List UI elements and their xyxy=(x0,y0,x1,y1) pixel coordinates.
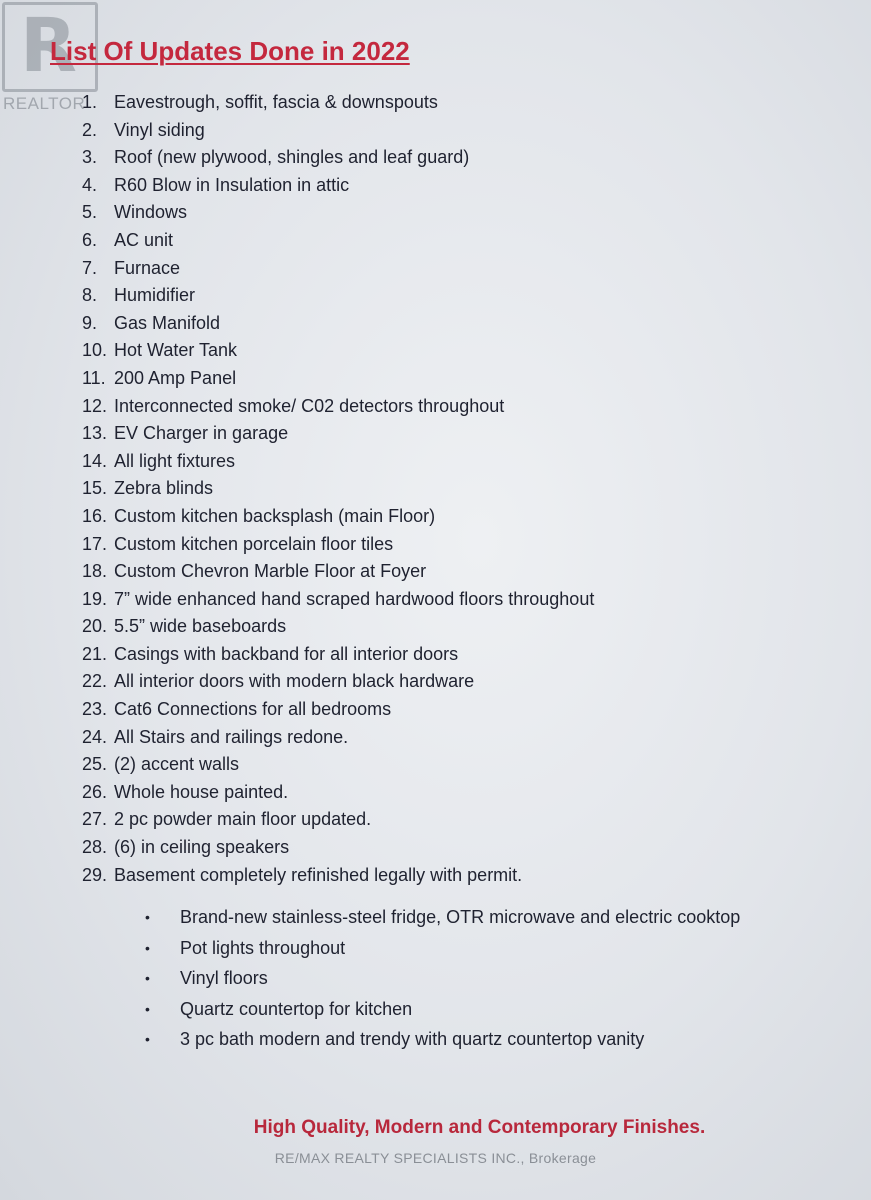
update-number: 23. xyxy=(82,699,108,720)
update-item xyxy=(82,862,594,890)
update-item xyxy=(82,806,594,834)
basement-item xyxy=(145,1024,740,1055)
update-item xyxy=(82,144,594,172)
update-item xyxy=(82,365,594,393)
update-number: 25. xyxy=(82,754,108,775)
finishes-tagline: High Quality, Modern and Contemporary Finishes. xyxy=(253,1117,706,1138)
update-text: AC unit xyxy=(114,229,174,250)
update-text: (6) in ceiling speakers xyxy=(114,837,290,858)
update-number: 20. xyxy=(82,616,108,637)
update-text: Zebra blinds xyxy=(114,478,214,499)
update-item xyxy=(82,531,594,559)
update-number: 27. xyxy=(82,809,108,830)
update-text: Eavestrough, soffit, fascia & downspouts xyxy=(114,92,438,112)
update-item xyxy=(82,448,594,476)
update-text: Custom kitchen porcelain floor tiles xyxy=(114,533,394,554)
update-item xyxy=(82,779,594,807)
update-item xyxy=(82,834,594,862)
update-item xyxy=(82,199,594,227)
basement-item-text: Quartz countertop for kitchen xyxy=(180,998,413,1019)
update-text: Interconnected smoke/ C02 detectors throughout xyxy=(114,395,505,416)
update-item xyxy=(82,227,594,255)
update-item xyxy=(82,393,594,421)
update-item xyxy=(82,558,594,586)
update-text: Custom kitchen backsplash (main Floor) xyxy=(114,505,436,526)
update-text: R60 Blow in Insulation in attic xyxy=(114,174,350,195)
update-text: 200 Amp Panel xyxy=(114,367,237,388)
update-number: 22. xyxy=(82,671,108,692)
update-text: Humidifier xyxy=(114,285,196,306)
bullet-icon: • xyxy=(145,1000,150,1017)
basement-item xyxy=(145,933,740,964)
update-number: 15. xyxy=(82,478,108,499)
update-number: 2. xyxy=(82,119,98,140)
update-item xyxy=(82,613,594,641)
update-number: 11. xyxy=(82,367,106,388)
update-text: Windows xyxy=(114,202,188,223)
update-text: 5.5” wide baseboards xyxy=(114,616,287,637)
update-item xyxy=(82,724,594,752)
brokerage-watermark: RE/MAX REALTY SPECIALISTS INC., Brokerage xyxy=(274,1150,597,1166)
update-text: Roof (new plywood, shingles and leaf guard) xyxy=(114,147,470,168)
update-text: All interior doors with modern black hardware xyxy=(114,671,475,692)
update-number: 5. xyxy=(82,202,98,223)
update-text: Vinyl siding xyxy=(114,119,205,140)
update-item xyxy=(82,282,594,310)
update-number: 28. xyxy=(82,837,108,858)
update-number: 16. xyxy=(82,505,108,526)
update-text: Whole house painted. xyxy=(114,781,289,802)
update-number: 10. xyxy=(82,340,108,361)
basement-item-text: Brand-new stainless-steel fridge, OTR microwave and electric cooktop xyxy=(180,907,741,927)
update-number: 21. xyxy=(82,643,108,664)
basement-items-list xyxy=(145,902,740,1055)
document-title: List Of Updates Done in 2022 xyxy=(50,36,410,66)
update-item xyxy=(82,420,594,448)
update-text: (2) accent walls xyxy=(114,754,240,775)
update-text: All Stairs and railings redone. xyxy=(114,726,349,747)
update-text: Cat6 Connections for all bedrooms xyxy=(114,699,392,720)
update-item xyxy=(82,337,594,365)
update-text: EV Charger in garage xyxy=(114,423,289,444)
realtor-logo-letter: R xyxy=(20,3,77,89)
update-number: 6. xyxy=(82,229,98,250)
update-text: All light fixtures xyxy=(114,450,236,471)
update-item xyxy=(82,751,594,779)
update-item xyxy=(82,641,594,669)
update-number: 13. xyxy=(82,423,108,444)
update-number: 8. xyxy=(82,285,98,306)
basement-item xyxy=(145,902,740,933)
update-item xyxy=(82,503,594,531)
update-number: 7. xyxy=(82,257,98,278)
update-item xyxy=(82,310,594,338)
update-text: Hot Water Tank xyxy=(114,340,238,361)
update-number: 18. xyxy=(82,561,108,582)
update-number: 1. xyxy=(82,92,98,112)
update-number: 12. xyxy=(82,395,108,416)
update-number: 17. xyxy=(82,533,108,554)
basement-item xyxy=(145,994,740,1025)
updates-list xyxy=(82,89,594,889)
bullet-icon: • xyxy=(145,970,150,986)
basement-item-text: Pot lights throughout xyxy=(180,937,346,958)
realtor-logo-word: REALTOR xyxy=(3,94,86,113)
update-text: Casings with backband for all interior doors xyxy=(114,643,459,664)
update-item xyxy=(82,475,594,503)
update-number: 14. xyxy=(82,450,108,471)
update-number: 29. xyxy=(82,864,108,885)
bullet-icon: • xyxy=(145,1031,150,1047)
update-number: 4. xyxy=(82,174,98,195)
bullet-icon: • xyxy=(145,939,150,956)
update-number: 3. xyxy=(82,147,98,168)
update-number: 24. xyxy=(82,726,108,747)
update-text: Furnace xyxy=(114,257,181,278)
update-item xyxy=(82,586,594,614)
update-number: 19. xyxy=(82,588,108,609)
update-item xyxy=(82,89,594,117)
update-item xyxy=(82,117,594,145)
update-text: Basement completely refinished legally with permit. xyxy=(114,864,523,885)
update-text: Gas Manifold xyxy=(114,312,221,333)
update-item xyxy=(82,172,594,200)
update-number: 9. xyxy=(82,312,98,333)
basement-item-text: Vinyl floors xyxy=(180,968,268,988)
update-text: Custom Chevron Marble Floor at Foyer xyxy=(114,561,427,582)
update-number: 26. xyxy=(82,781,108,802)
update-item xyxy=(82,696,594,724)
bullet-icon: • xyxy=(145,909,150,925)
basement-item-text: 3 pc bath modern and trendy with quartz countertop vanity xyxy=(180,1029,645,1049)
update-text: 7” wide enhanced hand scraped hardwood floors throughout xyxy=(114,588,595,609)
update-text: 2 pc powder main floor updated. xyxy=(114,809,372,830)
basement-item xyxy=(145,963,740,994)
update-item xyxy=(82,668,594,696)
update-item xyxy=(82,255,594,283)
